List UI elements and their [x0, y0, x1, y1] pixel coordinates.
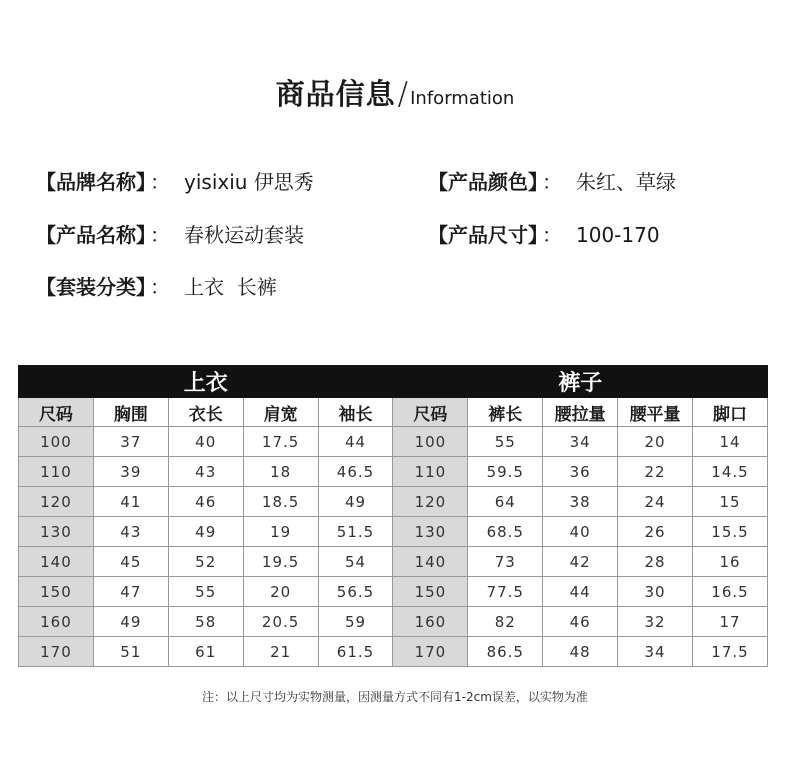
table-cell: 45 — [93, 547, 168, 577]
table-cell: 26 — [618, 517, 693, 547]
table-cell: 52 — [168, 547, 243, 577]
info-set — [36, 271, 277, 300]
table-cell: 40 — [168, 427, 243, 457]
info-brand-sep: ： — [150, 170, 170, 194]
column-header: 袖长 — [318, 398, 393, 427]
column-header: 裤长 — [468, 398, 543, 427]
table-cell: 64 — [468, 487, 543, 517]
table-cell: 55 — [468, 427, 543, 457]
table-cell: 16.5 — [693, 577, 768, 607]
table-cell: 61 — [168, 637, 243, 667]
table-cell: 24 — [618, 487, 693, 517]
info-name-sep: ： — [150, 223, 170, 247]
table-cell: 42 — [543, 547, 618, 577]
size-cell: 120 — [393, 487, 468, 517]
table-cell: 34 — [543, 427, 618, 457]
table-cell: 37 — [93, 427, 168, 457]
table-cell: 17 — [693, 607, 768, 637]
table-cell: 38 — [543, 487, 618, 517]
table-cell: 48 — [543, 637, 618, 667]
column-header: 衣长 — [168, 398, 243, 427]
table-cell: 54 — [318, 547, 393, 577]
title-cn: 商品信息 — [275, 77, 396, 111]
size-cell: 110 — [19, 457, 94, 487]
column-header: 尺码 — [393, 398, 468, 427]
info-color-label: 【产品颜色】 — [428, 170, 538, 194]
column-header: 尺码 — [19, 398, 94, 427]
size-cell: 160 — [19, 607, 94, 637]
table-cell: 28 — [618, 547, 693, 577]
table-cell: 77.5 — [468, 577, 543, 607]
table-cell: 49 — [93, 607, 168, 637]
table-cell: 61.5 — [318, 637, 393, 667]
title-slash: / — [397, 76, 409, 112]
table-cell: 55 — [168, 577, 243, 607]
table-cell: 82 — [468, 607, 543, 637]
size-table — [18, 365, 768, 667]
table-cell: 17.5 — [693, 637, 768, 667]
group-header-row — [19, 366, 768, 398]
table-cell: 86.5 — [468, 637, 543, 667]
table-row — [19, 637, 768, 667]
info-name-label: 【产品名称】 — [36, 223, 146, 247]
table-cell: 15.5 — [693, 517, 768, 547]
size-cell: 160 — [393, 607, 468, 637]
table-cell: 56.5 — [318, 577, 393, 607]
table-cell: 14 — [693, 427, 768, 457]
table-cell: 43 — [93, 517, 168, 547]
column-header: 肩宽 — [243, 398, 318, 427]
table-cell: 41 — [93, 487, 168, 517]
table-cell: 19.5 — [243, 547, 318, 577]
table-row — [19, 607, 768, 637]
table-cell: 20 — [243, 577, 318, 607]
info-size-label: 【产品尺寸】 — [428, 223, 538, 247]
table-cell: 30 — [618, 577, 693, 607]
size-cell: 150 — [393, 577, 468, 607]
table-cell: 73 — [468, 547, 543, 577]
title-en: Information — [410, 88, 515, 109]
table-cell: 18.5 — [243, 487, 318, 517]
table-cell: 49 — [318, 487, 393, 517]
column-header: 腰平量 — [618, 398, 693, 427]
info-brand-value: yisixiu 伊思秀 — [184, 170, 314, 194]
table-cell: 59.5 — [468, 457, 543, 487]
table-row — [19, 547, 768, 577]
table-cell: 46.5 — [318, 457, 393, 487]
table-cell: 39 — [93, 457, 168, 487]
size-cell: 110 — [393, 457, 468, 487]
table-cell: 34 — [618, 637, 693, 667]
table-cell: 47 — [93, 577, 168, 607]
table-cell: 36 — [543, 457, 618, 487]
table-row — [19, 517, 768, 547]
table-cell: 19 — [243, 517, 318, 547]
page-title — [0, 72, 790, 113]
size-cell: 140 — [19, 547, 94, 577]
info-color — [428, 166, 676, 195]
size-cell: 130 — [393, 517, 468, 547]
size-cell: 120 — [19, 487, 94, 517]
info-color-value: 朱红、草绿 — [576, 170, 676, 194]
table-cell: 46 — [543, 607, 618, 637]
info-size-sep: ： — [542, 223, 562, 247]
table-row — [19, 427, 768, 457]
table-row — [19, 487, 768, 517]
table-cell: 43 — [168, 457, 243, 487]
info-color-sep: ： — [542, 170, 562, 194]
table-cell: 49 — [168, 517, 243, 547]
table-cell: 44 — [543, 577, 618, 607]
column-header: 脚口 — [693, 398, 768, 427]
group-pants: 裤子 — [393, 366, 768, 398]
info-size-value: 100-170 — [576, 223, 660, 247]
size-cell: 100 — [19, 427, 94, 457]
column-header: 胸围 — [93, 398, 168, 427]
size-table-body — [19, 427, 768, 667]
table-cell: 15 — [693, 487, 768, 517]
table-cell: 51.5 — [318, 517, 393, 547]
table-cell: 20 — [618, 427, 693, 457]
info-set-sep: ： — [150, 275, 170, 299]
info-brand — [36, 166, 314, 195]
size-cell: 170 — [393, 637, 468, 667]
table-cell: 40 — [543, 517, 618, 547]
size-cell: 140 — [393, 547, 468, 577]
table-cell: 21 — [243, 637, 318, 667]
table-cell: 59 — [318, 607, 393, 637]
size-cell: 100 — [393, 427, 468, 457]
table-cell: 17.5 — [243, 427, 318, 457]
measurement-note: 注：以上尺寸均为实物测量，因测量方式不同有1-2cm误差，以实物为准 — [202, 690, 588, 704]
table-cell: 51 — [93, 637, 168, 667]
column-header-row — [19, 398, 768, 427]
table-cell: 22 — [618, 457, 693, 487]
column-header: 腰拉量 — [543, 398, 618, 427]
table-row — [19, 577, 768, 607]
table-cell: 58 — [168, 607, 243, 637]
size-cell: 130 — [19, 517, 94, 547]
info-set-value: 上衣 长裤 — [184, 275, 277, 299]
table-cell: 44 — [318, 427, 393, 457]
table-cell: 14.5 — [693, 457, 768, 487]
table-cell: 20.5 — [243, 607, 318, 637]
size-cell: 170 — [19, 637, 94, 667]
info-name-value: 春秋运动套装 — [184, 223, 304, 247]
table-cell: 32 — [618, 607, 693, 637]
table-cell: 16 — [693, 547, 768, 577]
table-cell: 18 — [243, 457, 318, 487]
info-name — [36, 219, 304, 248]
info-brand-label: 【品牌名称】 — [36, 170, 146, 194]
table-row — [19, 457, 768, 487]
table-cell: 68.5 — [468, 517, 543, 547]
info-size — [428, 219, 660, 248]
info-set-label: 【套装分类】 — [36, 275, 146, 299]
table-cell: 46 — [168, 487, 243, 517]
size-cell: 150 — [19, 577, 94, 607]
group-top: 上衣 — [19, 366, 393, 398]
